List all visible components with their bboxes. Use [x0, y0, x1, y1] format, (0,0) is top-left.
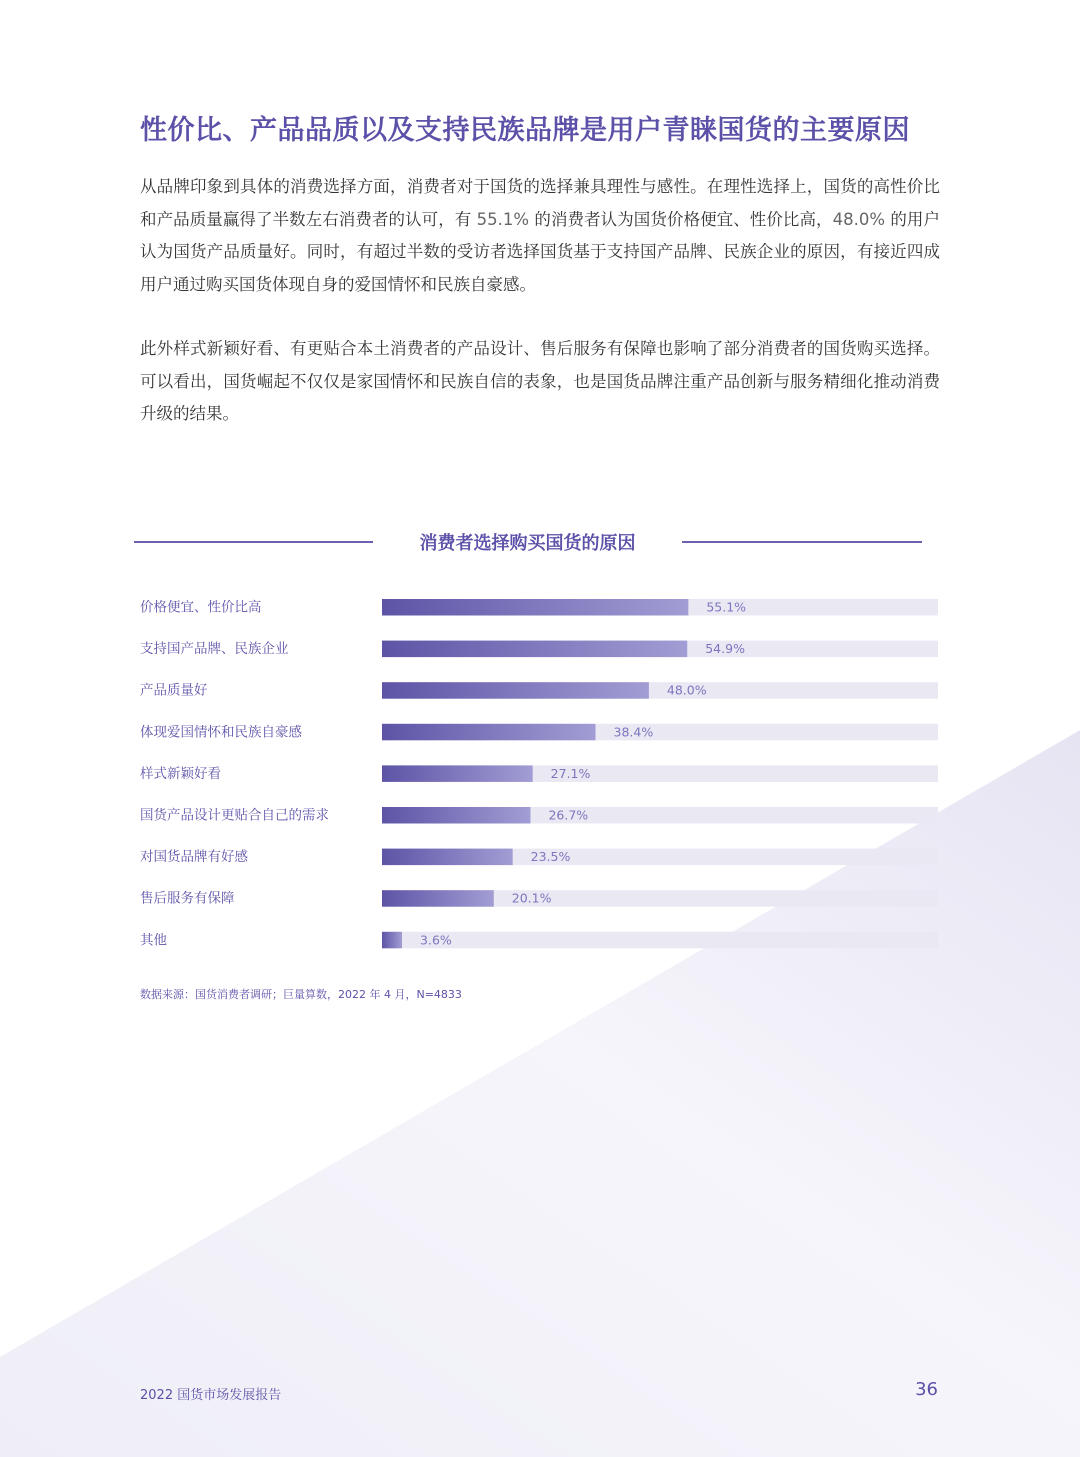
- second-paragraph: 此外样式新颖好看、有更贴合本土消费者的产品设计、售后服务有保障也影响了部分消费者的国货购买选择。可以看出，国货崛起不仅仅是家国情怀和民族自信的表象，也是国货品牌注重产品创新与服务精细化推动消费升级的结果。: [140, 339, 940, 423]
- bar: [382, 682, 649, 699]
- bar: [382, 599, 688, 616]
- value-label: 27.1%: [550, 765, 591, 781]
- data-source-note: 数据来源：国货消费者调研；巨量算数，2022 年 4 月，N=4833: [140, 988, 462, 1001]
- paragraph-stat: 48.0%: [832, 209, 886, 229]
- category-label: 产品质量好: [140, 682, 208, 699]
- bar: [382, 849, 513, 866]
- bar: [382, 807, 530, 824]
- bar: [382, 724, 596, 741]
- value-label: 20.1%: [511, 890, 552, 906]
- category-label: 样式新颖好看: [140, 765, 221, 782]
- paragraph-text: 从品牌印象到具体的消费选择方面，消费者对于国货的选择兼具理性与感性。在理性选择上，国货的高性价比和产品质量赢得了半数左右消费者的认可，有: [140, 177, 940, 229]
- page-number: 36: [915, 1379, 938, 1400]
- value-label: 55.1%: [706, 599, 747, 615]
- value-label: 38.4%: [613, 724, 654, 740]
- category-label: 体现爱国情怀和民族自豪感: [140, 724, 302, 741]
- bar-track: [382, 932, 938, 949]
- chart-title: 消费者选择购买国货的原因: [419, 533, 636, 554]
- bar: [382, 932, 402, 949]
- category-label: 国货产品设计更贴合自己的需求: [140, 807, 329, 824]
- paragraph-stat: 55.1%: [476, 209, 530, 229]
- bar: [382, 765, 533, 782]
- bar: [382, 890, 494, 907]
- category-label: 价格便宜、性价比高: [140, 599, 262, 616]
- value-label: 54.9%: [705, 641, 745, 657]
- category-label: 其他: [140, 932, 167, 949]
- bar: [382, 641, 687, 658]
- value-label: 26.7%: [548, 807, 589, 823]
- category-label: 售后服务有保障: [140, 890, 235, 907]
- category-label: 对国货品牌有好感: [140, 849, 248, 866]
- value-label: 48.0%: [666, 682, 707, 698]
- category-label: 支持国产品牌、民族企业: [140, 641, 289, 658]
- value-label: 3.6%: [420, 932, 452, 948]
- paragraph-text: 的消费者认为国货价格便宜、性价比高，: [529, 209, 833, 229]
- footer-report-name: 2022 国货市场发展报告: [140, 1388, 282, 1403]
- page-title: 性价比、产品品质以及支持民族品牌是用户青睐国货的主要原因: [140, 115, 910, 146]
- paragraph-text: 的用户认为国货产品质量好。同时，有超过半数的受访者选择国货基于支持国产品牌、民族企业的原因，有接近四成用户通过购买国货体现自身的爱国情怀和民族自豪感。: [140, 209, 940, 294]
- value-label: 23.5%: [530, 849, 571, 865]
